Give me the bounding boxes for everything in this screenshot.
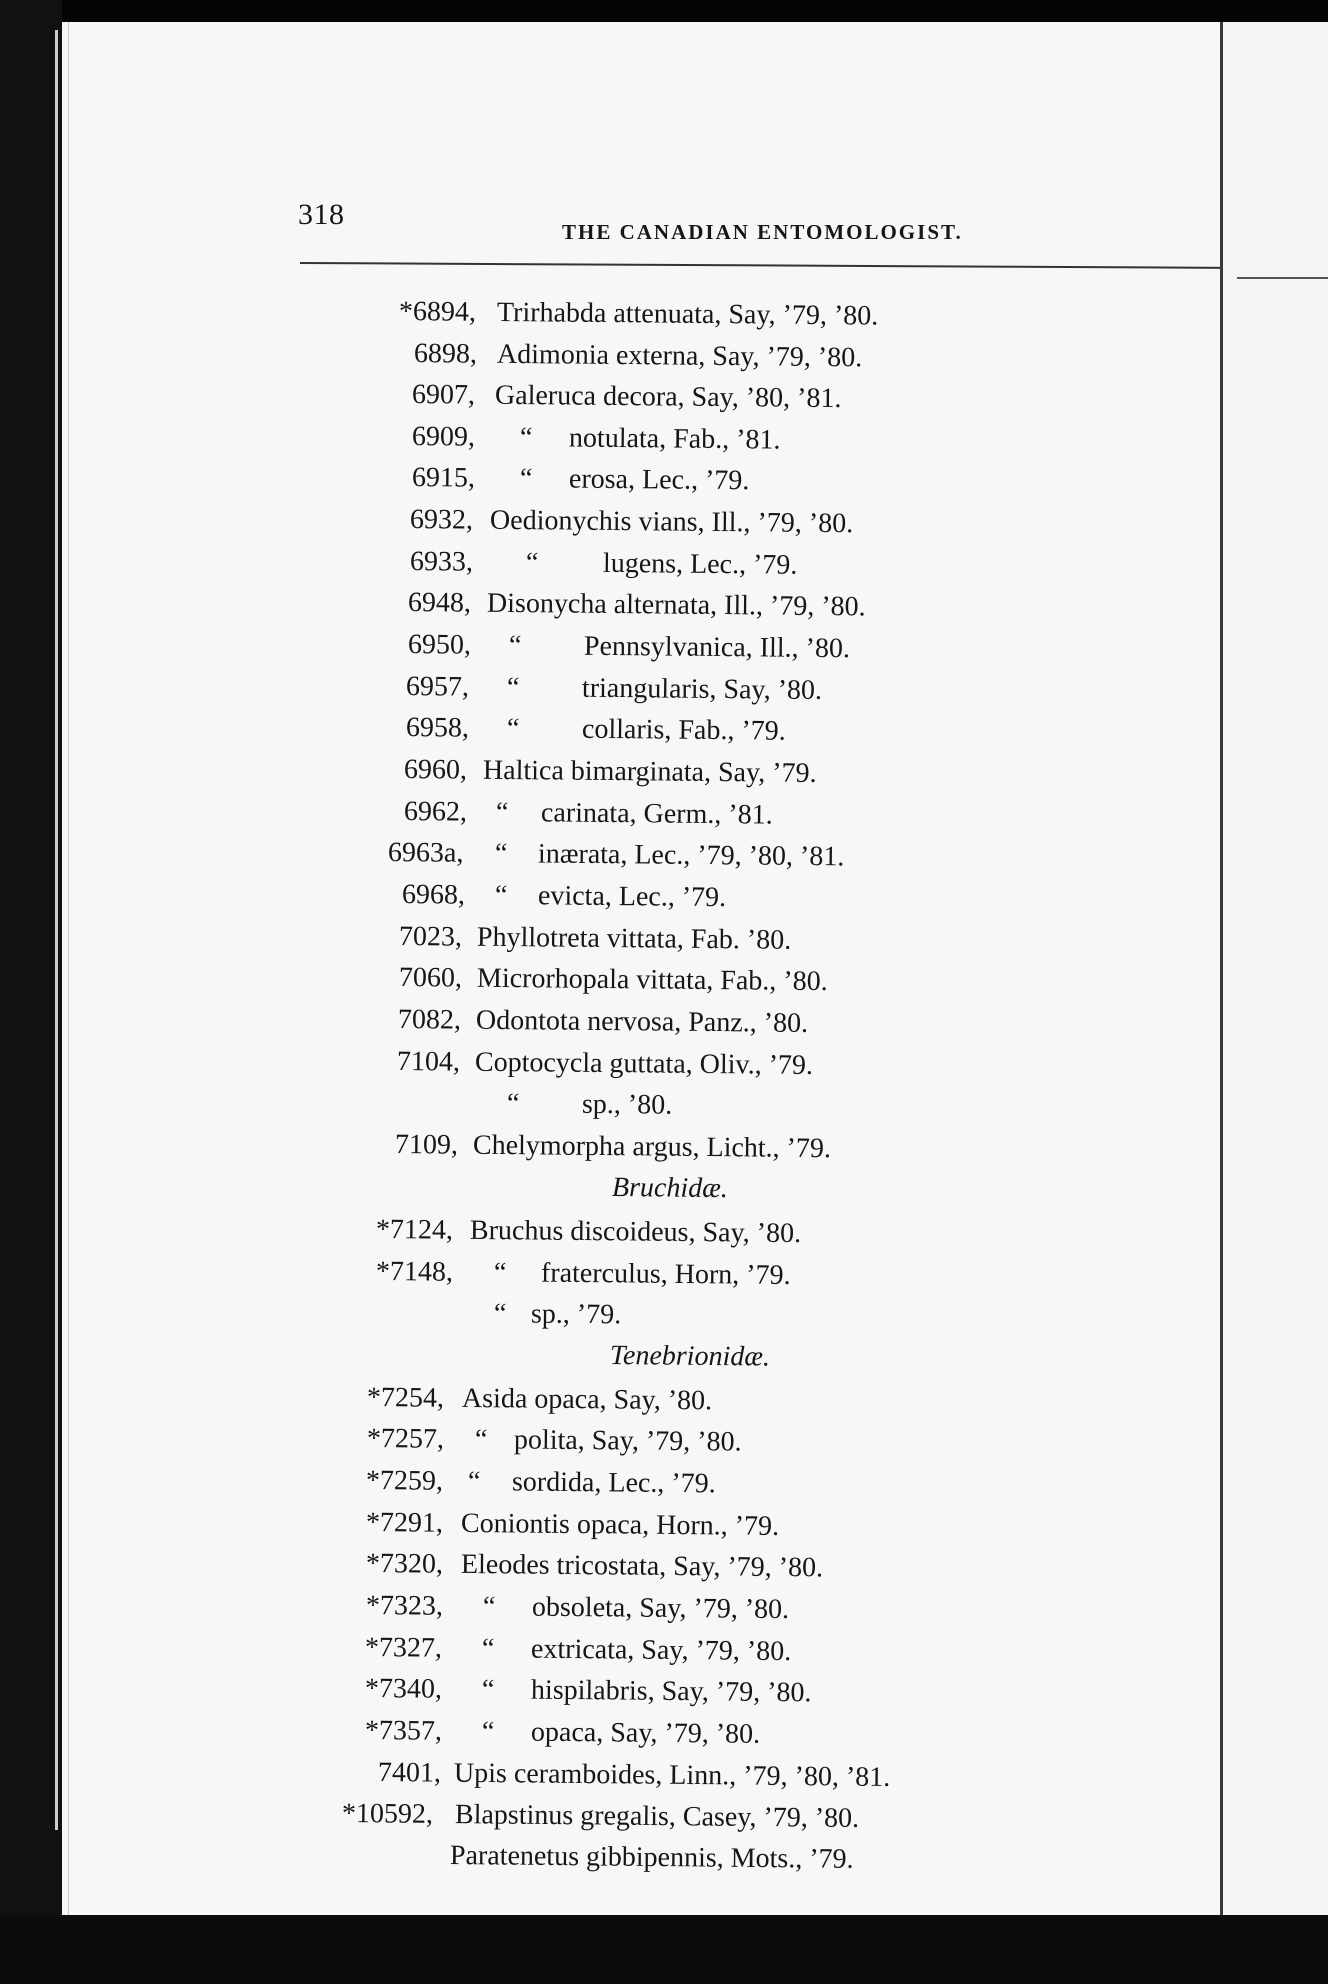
entry-number: 6933, — [409, 546, 474, 578]
entry-number: *7254, — [366, 1382, 445, 1414]
entry-name: erosa, Lec., ’79. — [568, 463, 750, 497]
entry-number: *6894, — [398, 296, 477, 328]
book-page — [62, 22, 1220, 1915]
ditto-mark: “ — [506, 671, 520, 704]
scan-bottom-border — [0, 1915, 1328, 1984]
scan-top-border — [0, 0, 1328, 22]
entry-number: 6960, — [403, 754, 468, 786]
running-title: THE CANADIAN ENTOMOLOGIST. — [562, 220, 963, 244]
entry-number: *7320, — [365, 1548, 444, 1580]
entry-name: sp., ’80. — [581, 1088, 673, 1121]
entry-number: *7148, — [375, 1256, 454, 1288]
ditto-mark: “ — [525, 547, 539, 579]
entry-name: collaris, Fab., ’79. — [581, 713, 786, 747]
entry-number: 6957, — [405, 671, 470, 703]
ditto-mark: “ — [474, 1424, 488, 1456]
entry-name: hispilabris, Say, ’79, ’80. — [530, 1674, 812, 1709]
entry-number: *7340, — [364, 1673, 443, 1705]
ditto-mark: “ — [481, 1633, 495, 1665]
entry-name: triangularis, Say, ’80. — [581, 672, 823, 706]
ditto-mark: “ — [519, 422, 533, 454]
entry-name: fraterculus, Horn, ’79. — [540, 1257, 791, 1291]
ditto-mark: “ — [482, 1591, 496, 1623]
entry-number: *7327, — [364, 1632, 443, 1664]
entry-number: 6963a, — [387, 837, 464, 869]
entry-number: 7401, — [377, 1757, 442, 1789]
entry-name: extricata, Say, ’79, ’80. — [530, 1633, 792, 1668]
species-list — [62, 22, 1220, 1915]
entry-name: Eleodes tricostata, Say, ’79, ’80. — [460, 1548, 824, 1584]
book-spine-edge — [0, 0, 62, 1984]
entry-name: Microrhopala vittata, Fab., ’80. — [476, 962, 828, 998]
entry-number: *7124, — [375, 1214, 454, 1246]
entry-name: Adimonia externa, Say, ’79, ’80. — [496, 338, 863, 374]
entry-name: Trirhabda attenuata, Say, ’79, ’80. — [496, 296, 879, 332]
ditto-mark: “ — [506, 712, 520, 745]
ditto-mark: “ — [481, 1674, 495, 1706]
entry-number: 7060, — [398, 962, 463, 994]
entry-name: Chelymorpha argus, Licht., ’79. — [472, 1129, 832, 1165]
ditto-mark: “ — [494, 879, 508, 912]
entry-number: *7257, — [366, 1423, 445, 1455]
entry-name: Pennsylvanica, Ill., ’80. — [583, 630, 851, 665]
ditto-mark: “ — [508, 629, 522, 662]
entry-number: 6950, — [407, 629, 472, 661]
entry-number: *7259, — [365, 1465, 444, 1497]
entry-number: 7104, — [396, 1046, 461, 1078]
entry-name: Blapstinus gregalis, Casey, ’79, ’80. — [454, 1799, 860, 1834]
entry-name: Coniontis opaca, Horn., ’79. — [460, 1507, 780, 1542]
entry-number: *7291, — [365, 1507, 444, 1539]
page-number: 318 — [298, 198, 345, 231]
ditto-mark: “ — [481, 1716, 495, 1748]
entry-number: *7357, — [364, 1715, 443, 1747]
entry-number: 6898, — [413, 338, 478, 370]
ditto-mark: “ — [519, 463, 533, 495]
entry-name: Upis ceramboides, Linn., ’79, ’80, ’81. — [453, 1757, 891, 1793]
entry-name: Galeruca decora, Say, ’80, ’81. — [494, 379, 842, 415]
entry-name: polita, Say, ’79, ’80. — [513, 1424, 742, 1458]
entry-name: lugens, Lec., ’79. — [602, 547, 798, 581]
entry-name: Disonycha alternata, Ill., ’79, ’80. — [486, 587, 866, 623]
entry-number: 6907, — [411, 379, 476, 411]
entry-name: Haltica bimarginata, Say, ’79. — [482, 754, 817, 789]
entry-name: evicta, Lec., ’79. — [537, 880, 727, 914]
ditto-mark: “ — [493, 1257, 507, 1289]
entry-number: 6915, — [411, 462, 476, 494]
entry-number: *10592, — [341, 1798, 434, 1830]
entry-name: Odontota nervosa, Panz., ’80. — [475, 1004, 809, 1039]
entry-name: Oedionychis vians, Ill., ’79, ’80. — [489, 504, 854, 540]
entry-name: Paratenetus gibbipennis, Mots., ’79. — [449, 1840, 854, 1875]
entry-number: 6909, — [411, 421, 476, 453]
entry-name: sordida, Lec., ’79. — [511, 1466, 716, 1500]
family-heading: Bruchidæ. — [611, 1172, 729, 1205]
entry-name: opaca, Say, ’79, ’80. — [530, 1716, 761, 1750]
entry-number: 6958, — [405, 712, 470, 744]
ditto-mark: “ — [495, 796, 509, 829]
entry-number: 7109, — [394, 1129, 459, 1161]
entry-name: notulata, Fab., ’81. — [568, 422, 781, 456]
family-heading: Tenebrionidæ. — [609, 1340, 771, 1373]
entry-number: 7082, — [397, 1004, 462, 1036]
ditto-mark: “ — [494, 838, 508, 870]
ditto-mark: “ — [493, 1298, 507, 1330]
entry-number: 6968, — [401, 879, 466, 911]
entry-number: *7323, — [365, 1590, 444, 1622]
entry-name: inærata, Lec., ’79, ’80, ’81. — [537, 838, 845, 873]
entry-number: 6962, — [403, 796, 468, 828]
ditto-mark: “ — [467, 1465, 481, 1498]
entry-name: carinata, Germ., ’81. — [540, 797, 773, 831]
ditto-mark: “ — [506, 1088, 520, 1120]
facing-page-edge — [1220, 22, 1328, 1915]
entry-name: Coptocycla guttata, Oliv., ’79. — [474, 1046, 814, 1081]
entry-number: 6932, — [409, 504, 474, 536]
entry-name: Phyllotreta vittata, Fab. ’80. — [476, 921, 792, 956]
entry-name: obsoleta, Say, ’79, ’80. — [531, 1591, 790, 1626]
entry-number: 7023, — [398, 921, 463, 953]
entry-number: 6948, — [407, 587, 472, 619]
entry-name: Asida opaca, Say, ’80. — [461, 1382, 713, 1417]
entry-name: Bruchus discoideus, Say, ’80. — [469, 1214, 802, 1250]
entry-name: sp., ’79. — [530, 1298, 622, 1331]
